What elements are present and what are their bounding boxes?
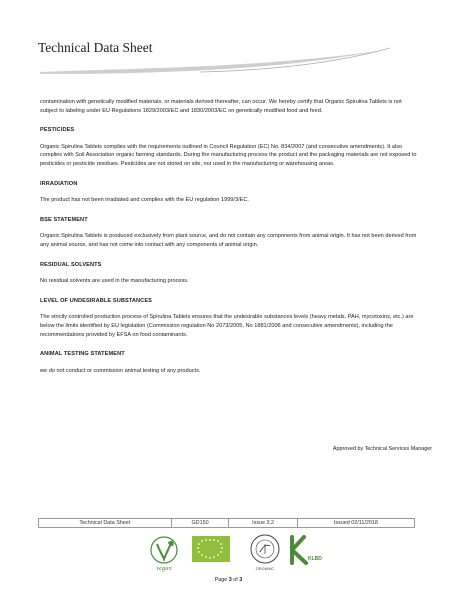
section-text: No residual solvents are used in the manufacturing process. [40,278,189,285]
intro-paragraph: contamination with genetically modified materials, or materials derived thereafter, can occur. We hereby certify that Organic Spirulina Tablets is not subject to labeling under EU Regulations 1829/2003/EC and 1830/2003/EC on genetically modified food and feed. [40,99,402,114]
section-heading: RESIDUAL SOLVENTS [40,261,102,268]
header-swoosh [0,44,457,94]
page-number: Page 3 of 3 [214,577,243,583]
document-body [40,98,420,375]
klbd-kosher-icon [292,537,322,563]
vegan-logo-text: vegan [156,565,172,572]
section-heading: PESTICIDES [40,127,75,134]
section-text: we do not conduct or commission animal testing of any products. [40,367,201,374]
footer-doc-name: Technical Data Sheet [39,519,172,528]
footer-doc-code: GD150 [171,519,229,528]
soil-association-icon [251,535,279,571]
page-total: 3 [239,577,243,583]
footer-issue: Issue 3.2 [229,519,297,528]
footer-issue-date: Issued 02/11/2018 [297,519,414,528]
section-heading: BSE STATEMENT [40,216,88,223]
soil-association-text: ORGANIC [255,566,275,571]
vegan-logo-icon [151,537,177,572]
section-text: The product has not been irradiated and complies with the EU regulation 1999/3/EC. [40,197,249,204]
certification-logos [150,532,325,574]
section-heading: IRRADIATION [40,180,78,187]
section-heading: LEVEL OF UNDESIRABLE SUBSTANCES [40,297,152,304]
eu-organic-icon [192,536,230,562]
footer-info-table [38,518,415,528]
page-title: Technical Data Sheet [38,40,153,55]
page-current: 3 [228,577,232,583]
section-heading: ANIMAL TESTING STATEMENT [40,351,125,358]
klbd-text: KLBD [308,556,322,562]
section-text: Organic Spirulina Tablets is produced exclusively from plant source, and do not contain any components from animal origin. It has not been derived from any animal source, and has not come into contact with any components of animal origin. [40,233,417,248]
approval-note: Approved by Technical Services Manager [332,446,432,452]
section-text: The strictly controlled production process of Spirulina Tablets ensures that the undesirable substances levels (heavy metals, PAH, mycotoxins, etc.) are below the limits identified by EU legislation (Commission regulation No 2073/2005, No 1881/2006 and consecutive amendments), including the recommendations provided by EFSA on food contaminants. [40,314,414,338]
section-text: Organic Spirulina Tablets complies with the requirements outlined in Council Regulation (EC) No. 834/2007 (and consecutive amendments). It also complies with Soil Association organic farming standards. During the manufacturing process the product and the packaging materials are not exposed to pesticides or pesticide residues. Pesticides are not stored on site, nor used in the manufacturing or warehousing areas. [40,143,417,167]
